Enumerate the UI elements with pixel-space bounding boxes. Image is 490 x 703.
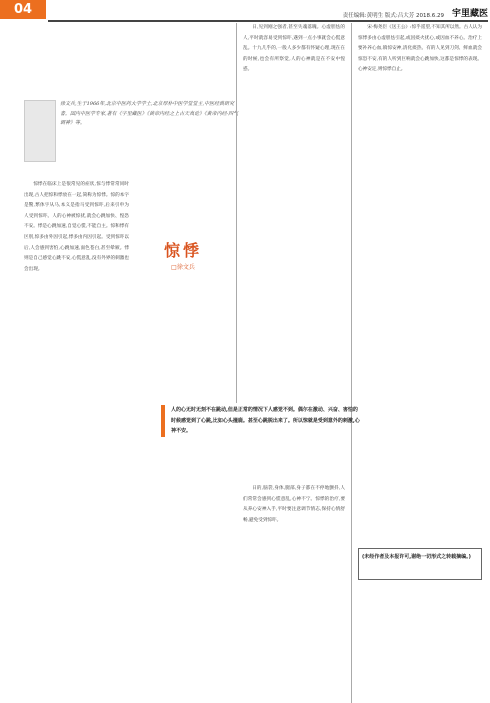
- header-rule: [48, 20, 488, 22]
- body-column-4: [358, 23, 482, 548]
- copyright-note: (未经作者及本报许可,谢绝一切形式之转载摘编。): [358, 548, 482, 580]
- body-column-2: [243, 23, 345, 291]
- column1-text: 惊悸在临床上是很常见的症状,惊与悸常常同时出现,古人把惊和悸放在一起,简称为惊悸。惊的本字是驚,繁体字从马,本义是指马受到惊吓,后来引申为人受到惊吓。人的心神被惊扰,就会心跳加快、惶恐不安。悸是心跳加速,自觉心慌,不能自主。惊和悸有区别,惊多由外因引起,悸多由内因引起。受到惊吓以后,人会感到害怕,心跳加速,面色苍白,甚至晕厥。悸则是自己感觉心跳不安,心慌意乱,没有外界的刺激也会出现。: [24, 182, 129, 272]
- author-bio: 徐文兵,生于1966年,北京中医药大学学士,北京厚朴中医学堂堂主,中医经典研究者。国内中医学专家,著有《字里藏医》《黄帝内经之上古天真论》《黄帝内经·四气调神》等。: [60, 101, 239, 126]
- body-column-1: [24, 180, 129, 700]
- page-number: 04: [0, 0, 46, 19]
- column4-text: 宋·梅尧臣《送王公》:惊乎遥望,不知其所以然。古人认为惊悸多由心虚胆怯引起,或因痰火扰心,或因血不养心。治疗上要补养心血,镇惊安神,清化痰热。有的人见到刀剑、鲜血就会惊恐不安,有的人听到巨响就会心跳加快,这都是惊悸的表现。心神安定,则惊悸自止。: [358, 25, 482, 73]
- body-column-3: [243, 484, 345, 702]
- column3-text: 日的,脑袋,身体,腿部,身子都在不停地颤抖,人们常常会感到心慌意乱,心神不宁。惊悸的治疗,要从养心安神入手,平时要注意调节情志,保持心情舒畅,避免受到惊吓。: [243, 486, 345, 523]
- column2-text: 日,见到刚之强者,甚至失魂落魄。心虚胆怯的人,平时就容易受到惊吓,遇到一点小事就会心慌意乱。十九几乎的,一般人多少都有怀疑心理,现在在的时候,也会有所察觉,人的心神就是在不安中惶惑。: [243, 25, 345, 73]
- column-divider: [236, 23, 237, 403]
- pull-quote: 人的心无时无刻不在跳动,但是正常的情况下人感觉不到。偶尔在激动、兴奋、害怕的时候感觉到了心跳,比如心头撞鹿。甚至心跳脱出来了。所以惊就是受到意外的刺激,心神不安。: [161, 405, 361, 437]
- page-header: [50, 0, 488, 19]
- column-divider: [351, 23, 352, 703]
- header-editor: 责任编辑:黄明生 版式:吕大芳 2018.6.29: [342, 13, 444, 19]
- section-title: 宇里藏医: [451, 9, 488, 19]
- article-title: 惊悸: [163, 241, 202, 260]
- author-portrait: [24, 100, 56, 162]
- article-author: □徐文兵: [171, 264, 195, 271]
